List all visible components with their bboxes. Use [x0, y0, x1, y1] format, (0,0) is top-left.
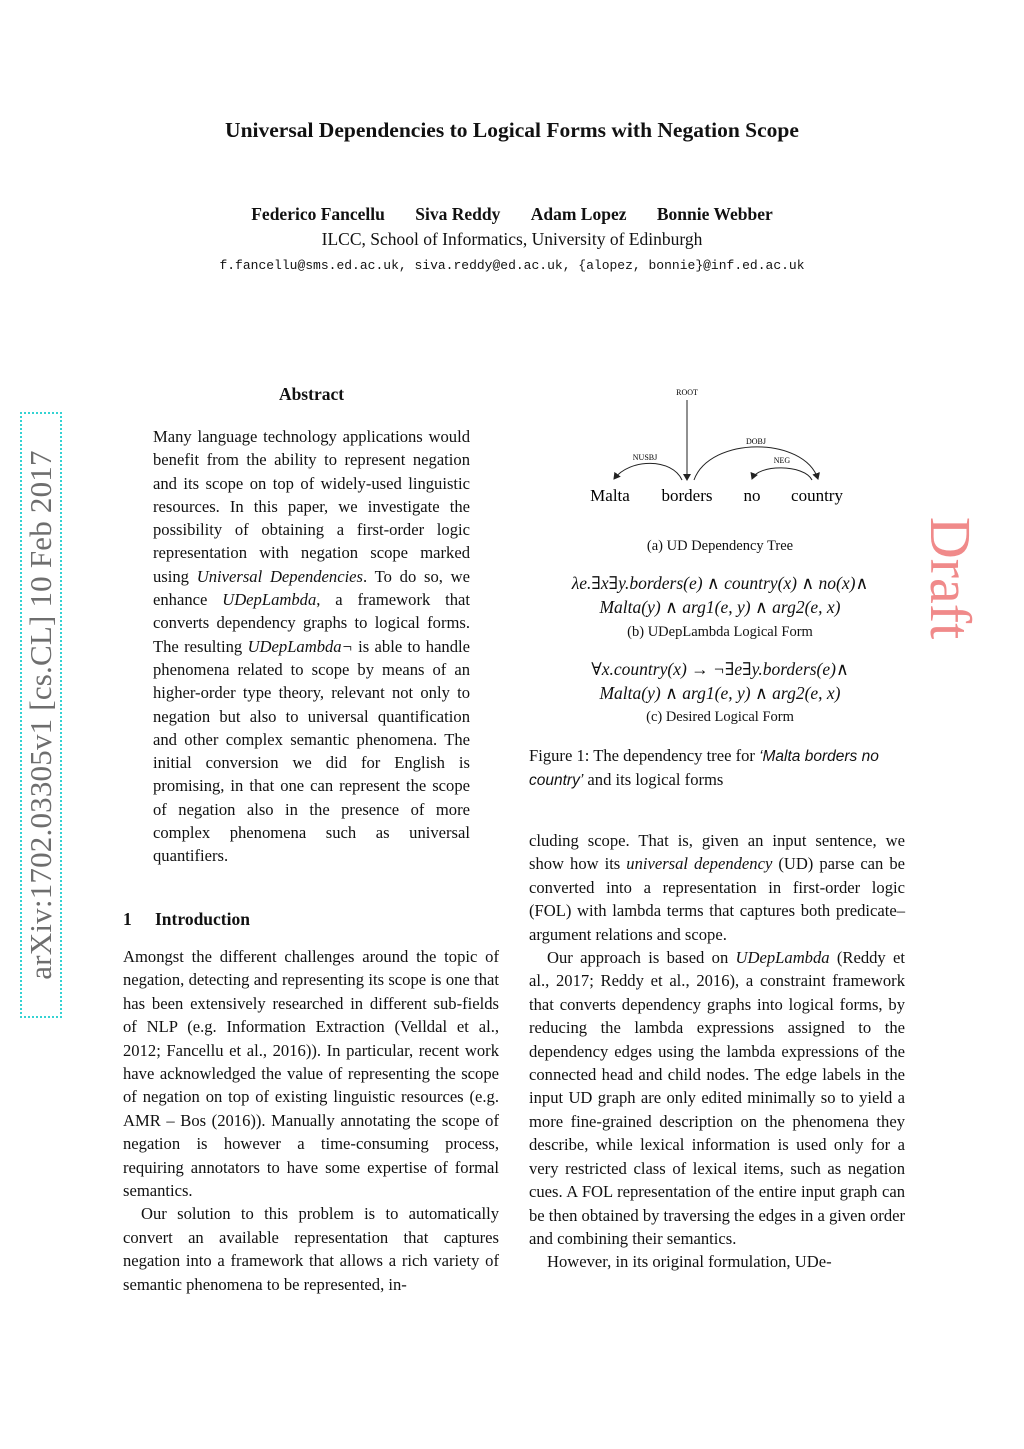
- tree-word: borders: [661, 486, 713, 505]
- formula-c-line2: Malta(y) ∧ arg1(e, y) ∧ arg2(e, x): [599, 683, 841, 703]
- nusbj-label: NUSBJ: [632, 453, 658, 462]
- root-label: ROOT: [676, 388, 698, 397]
- subcaption-b: (b) UDepLambda Logical Form: [627, 624, 813, 640]
- intro-paragraph: Our solution to this problem is to automatically convert an available representation that captures negation into a framework that allows a rich variety of semantic phenomena to be represented, in-: [123, 1204, 499, 1294]
- subcaption-c: (c) Desired Logical Form: [646, 709, 794, 725]
- abstract-body: Many language technology applications would benefit from the ability to represent negation and its scope on top of widely-used linguistic resources. In this paper, we investigate the possibility of obtaining a first-order logic representation with negation scope marked using Universal Dependencies. To do so, we enhance UDepLambda, a framework that converts dependency graphs to logical forms. The resulting UDepLambda¬ is able to handle phenomena related to scope by means of an higher-order type theory, relevant not only to negation but also to universal quantification and other complex semantic phenomena. The initial conversion we did for English is promising, in that one can represent the scope of negation also in the presence of more complex phenomena such as universal quantifiers.: [153, 427, 471, 866]
- abstract-heading: Abstract: [278, 384, 345, 404]
- intro-paragraph: cluding scope. That is, given an input sentence, we show how its universal dependency (UD) parse can be converted into a representation in first-order logic (FOL) with lambda terms that captures both predicate–argument relations and scope.: [529, 831, 905, 944]
- paper-title: Universal Dependencies to Logical Forms with Negation Scope: [225, 118, 799, 142]
- author-name: Siva Reddy: [415, 204, 501, 224]
- dobj-arc: [694, 447, 818, 480]
- author-list: [0, 204, 1024, 225]
- author-name: Adam Lopez: [530, 204, 627, 224]
- dependency-tree-diagram: [560, 380, 880, 520]
- intro-paragraph: Our approach is based on UDepLambda (Reddy et al., 2017; Reddy et al., 2016), a constraint framework that converts dependency graphs into logical forms, by reducing the lambda expressions assigned to the dependency edges using the lambda expressions of the connected head and child nodes. The edge labels in the input UD graph are only edited minimally so to yield a more fine-grained description on the phenomena they describe, while lexical information is used only for a very restricted class of lexical items, such as negation cues. A FOL representation of the entire input graph can be then obtained by traversing the edges in a given order and combining their semantics.: [529, 948, 906, 1248]
- subcaption-a: (a) UD Dependency Tree: [646, 538, 794, 554]
- nusbj-arc: [614, 463, 682, 480]
- section-heading-introduction: 1 Introduction: [123, 909, 250, 929]
- tree-word: Malta: [590, 486, 630, 505]
- tree-word: no: [743, 486, 761, 505]
- dobj-label: DOBJ: [745, 437, 767, 446]
- formula-c-line1: ∀x.country(x) → ¬∃e∃y.borders(e)∧: [591, 659, 849, 679]
- neg-arc: [752, 468, 812, 480]
- introduction-right-column: [529, 829, 905, 1274]
- arxiv-stamp: arXiv:1702.03305v1 [cs.CL] 10 Feb 2017: [23, 450, 58, 980]
- formula-b-line1: λe.∃x∃y.borders(e) ∧ country(x) ∧ no(x)∧: [571, 573, 869, 593]
- figure-caption: Figure 1: The dependency tree for ‘Malta borders no country’ and its logical forms: [529, 746, 879, 790]
- draft-watermark: Draft: [918, 516, 983, 640]
- author-name: Federico Fancellu: [251, 204, 385, 224]
- introduction-left-column: [123, 945, 499, 1296]
- intro-paragraph: Amongst the different challenges around the topic of negation, detecting and representing its scope is one that has been extensively researched in different sub-fields of NLP (e.g. Information Extraction (Velldal et al., 2012; Fancellu et al., 2016)). In particular, recent work have acknowledged the value of representing the scope of negation on top of existing linguistic resources (e.g. AMR – Bos (2016)). Manually annotating the scope of negation is however a time-consuming process, requiring annotators to have some expertise of formal semantics.: [123, 947, 499, 1201]
- neg-label: NEG: [773, 456, 791, 465]
- author-emails: f.fancellu@sms.ed.ac.uk, siva.reddy@ed.ac.uk, {alopez, bonnie}@inf.ed.ac.uk: [219, 258, 805, 273]
- intro-paragraph: However, in its original formulation, UDe-: [547, 1252, 832, 1272]
- affiliation: ILCC, School of Informatics, University of Edinburgh: [321, 229, 703, 249]
- tree-word: country: [791, 486, 843, 505]
- author-name: Bonnie Webber: [656, 204, 773, 224]
- formula-b-line2: Malta(y) ∧ arg1(e, y) ∧ arg2(e, x): [599, 597, 841, 617]
